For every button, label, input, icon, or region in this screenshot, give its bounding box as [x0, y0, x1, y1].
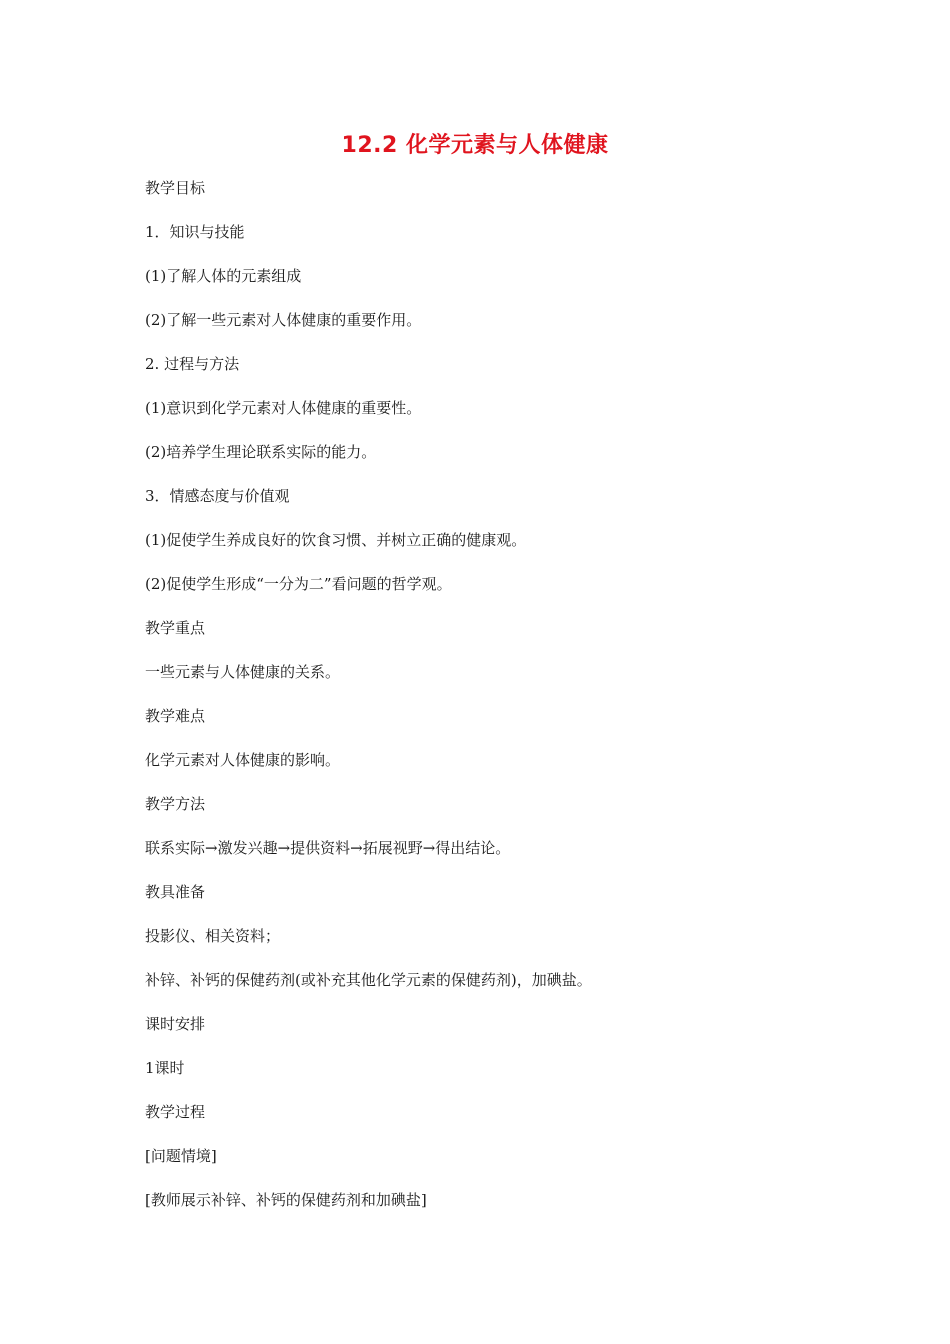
heading-difficulties: 教学难点 [145, 707, 206, 725]
heading-teaching-aids: 教具准备 [145, 883, 206, 901]
paragraph: (2)了解一些元素对人体健康的重要作用。 [145, 311, 422, 329]
subheading-process-method: 2. 过程与方法 [145, 355, 240, 373]
paragraph: (1)意识到化学元素对人体健康的重要性。 [145, 399, 422, 417]
paragraph: [教师展示补锌、补钙的保健药剂和加碘盐] [145, 1191, 427, 1209]
paragraph: (2)促使学生形成“一分为二”看问题的哲学观。 [145, 575, 452, 593]
paragraph: 1课时 [145, 1059, 185, 1077]
paragraph: 投影仪、相关资料； [145, 927, 281, 945]
paragraph: [问题情境] [145, 1147, 217, 1165]
subheading-attitude-values: 3．情感态度与价值观 [145, 487, 290, 505]
paragraph: 联系实际→激发兴趣→提供资料→拓展视野→得出结论。 [145, 839, 511, 857]
paragraph: (2)培养学生理论联系实际的能力。 [145, 443, 377, 461]
document-title: 12.2 化学元素与人体健康 [341, 133, 609, 158]
heading-teaching-methods: 教学方法 [145, 795, 206, 813]
heading-teaching-objectives: 教学目标 [145, 179, 206, 197]
heading-teaching-process: 教学过程 [145, 1103, 206, 1121]
paragraph: 化学元素对人体健康的影响。 [145, 751, 341, 769]
paragraph: 一些元素与人体健康的关系。 [145, 663, 341, 681]
heading-key-points: 教学重点 [145, 619, 206, 637]
paragraph: 补锌、补钙的保健药剂(或补充其他化学元素的保健药剂)，加碘盐。 [145, 971, 592, 989]
heading-schedule: 课时安排 [145, 1015, 206, 1033]
paragraph: (1)促使学生养成良好的饮食习惯、并树立正确的健康观。 [145, 531, 527, 549]
paragraph: (1)了解人体的元素组成 [145, 267, 302, 285]
subheading-knowledge-skills: 1．知识与技能 [145, 223, 245, 241]
